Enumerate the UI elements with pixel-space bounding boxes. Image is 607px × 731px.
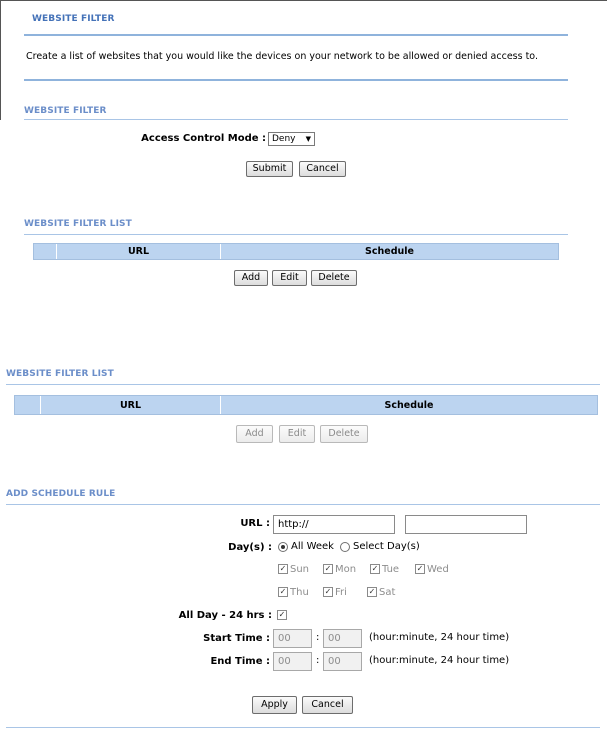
- all-week-radio[interactable]: [278, 542, 288, 552]
- filter-list-2-section-title: WEBSITE FILTER LIST: [6, 369, 114, 379]
- url-label: URL :: [240, 518, 270, 529]
- filter-list-2-table-header: [14, 395, 598, 415]
- schedule-cancel-button[interactable]: Cancel: [302, 696, 353, 714]
- url-input-secondary[interactable]: [405, 515, 527, 534]
- schedule-column-header-2: Schedule: [220, 396, 597, 414]
- cancel-button[interactable]: Cancel: [299, 161, 346, 177]
- all-day-label: All Day - 24 hrs :: [178, 610, 272, 621]
- sun-label: Sun: [290, 564, 310, 575]
- website-filter-divider: [24, 119, 568, 120]
- website-filter-section-title: WEBSITE FILTER: [24, 106, 107, 116]
- schedule-rule-section-title: ADD SCHEDULE RULE: [6, 489, 116, 499]
- days-label: Day(s) :: [228, 542, 272, 553]
- top-panel-divider: [24, 34, 568, 36]
- end-time-label: End Time :: [210, 656, 270, 667]
- end-minute-input[interactable]: 00: [323, 652, 362, 671]
- url-column-header: URL: [56, 244, 220, 259]
- tue-checkbox[interactable]: ✓: [371, 564, 379, 573]
- edit-button-2[interactable]: Edit: [279, 425, 315, 443]
- submit-button[interactable]: Submit: [246, 161, 293, 177]
- end-time-colon: :: [316, 655, 320, 666]
- filter-list-section-title: WEBSITE FILTER LIST: [24, 219, 132, 229]
- top-panel-description: Create a list of websites that you would like the devices on your network to be allowed or denied access to.: [26, 51, 538, 62]
- filter-list-divider: [24, 234, 568, 235]
- all-day-checkbox[interactable]: ✓: [278, 610, 286, 619]
- add-button-2[interactable]: Add: [236, 425, 273, 443]
- sat-checkbox[interactable]: ✓: [368, 587, 376, 596]
- select-days-label: Select Day(s): [353, 541, 420, 552]
- start-hour-input[interactable]: 00: [273, 629, 312, 648]
- url-column-header-2: URL: [40, 396, 220, 414]
- delete-button[interactable]: Delete: [311, 270, 357, 286]
- mon-label: Mon: [335, 564, 357, 575]
- edit-button[interactable]: Edit: [272, 270, 307, 286]
- start-time-label: Start Time :: [203, 633, 270, 644]
- add-button[interactable]: Add: [234, 270, 268, 286]
- all-week-label: All Week: [291, 541, 334, 552]
- start-time-hint: (hour:minute, 24 hour time): [369, 632, 510, 643]
- fri-label: Fri: [335, 587, 347, 598]
- url-input[interactable]: http://: [273, 515, 395, 534]
- sun-checkbox[interactable]: ✓: [279, 564, 287, 573]
- start-minute-input[interactable]: 00: [323, 629, 362, 648]
- apply-button[interactable]: Apply: [252, 696, 297, 714]
- access-control-mode-value: Deny: [272, 134, 296, 144]
- sat-label: Sat: [379, 587, 396, 598]
- mon-checkbox[interactable]: ✓: [324, 564, 332, 573]
- end-hour-input[interactable]: 00: [273, 652, 312, 671]
- top-panel-divider-bottom: [24, 79, 568, 81]
- select-days-radio[interactable]: [340, 542, 350, 552]
- schedule-column-header: Schedule: [220, 244, 558, 259]
- filter-list-table-header: [33, 243, 559, 260]
- schedule-rule-bottom-divider: [6, 727, 600, 728]
- wed-label: Wed: [427, 564, 449, 575]
- frame-top-border: [0, 0, 607, 1]
- tue-label: Tue: [382, 564, 400, 575]
- delete-button-2[interactable]: Delete: [320, 425, 368, 443]
- top-panel-title: WEBSITE FILTER: [32, 14, 115, 24]
- thu-label: Thu: [290, 587, 309, 598]
- wed-checkbox[interactable]: ✓: [416, 564, 424, 573]
- access-control-mode-select[interactable]: [268, 132, 315, 146]
- access-control-mode-label: Access Control Mode :: [141, 133, 266, 144]
- thu-checkbox[interactable]: ✓: [279, 587, 287, 596]
- frame-left-border: [0, 0, 1, 120]
- start-time-colon: :: [316, 632, 320, 643]
- chevron-down-icon: ▼: [305, 135, 311, 143]
- end-time-hint: (hour:minute, 24 hour time): [369, 655, 510, 666]
- filter-list-2-divider: [6, 384, 600, 385]
- fri-checkbox[interactable]: ✓: [324, 587, 332, 596]
- schedule-rule-divider: [6, 504, 600, 505]
